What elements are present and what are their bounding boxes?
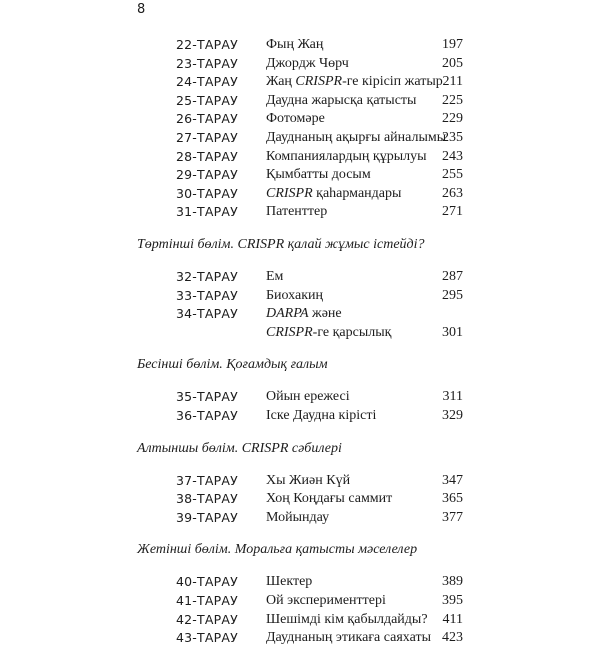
toc-entry[interactable] [0, 592, 600, 610]
chapter-label: 38-ТАРАУ [176, 491, 238, 507]
toc-entry[interactable] [0, 92, 600, 110]
page-ref: 229 [442, 111, 463, 127]
page-ref: 395 [442, 593, 463, 608]
chapter-label: 33-ТАРАУ [176, 287, 238, 303]
toc-entry[interactable] [0, 110, 600, 128]
chapter-label: 43-ТАРАУ [176, 630, 238, 646]
page-ref: 211 [442, 74, 463, 90]
page-ref: 197 [442, 37, 463, 52]
chapter-title: Іске Даудна кірісті [266, 408, 377, 423]
section-heading: Алтыншы бөлім. CRISPR сәбилері [137, 440, 342, 456]
page-ref: 243 [442, 148, 463, 164]
chapter-label: 37-ТАРАУ [176, 472, 238, 488]
section-heading: Жетінші бөлім. Моральға қатысты мәселелер [137, 542, 418, 558]
chapter-label: 36-ТАРАУ [176, 408, 238, 423]
toc-entry[interactable] [0, 203, 600, 221]
italic-term: CRISPR [266, 185, 313, 201]
toc-entry[interactable] [0, 287, 600, 305]
page-ref: 389 [442, 574, 463, 590]
page-number: 8 [137, 2, 146, 17]
page-ref: 311 [442, 389, 463, 405]
chapter-label: 40-ТАРАУ [176, 574, 238, 590]
toc-entry[interactable] [0, 129, 600, 147]
section-heading: Бесінші бөлім. Қоғамдық ғалым [137, 357, 328, 373]
chapter-title: Компаниялардың құрылуы [266, 148, 427, 164]
chapter-title: Хоң Коңдағы саммит [266, 491, 393, 507]
chapter-label: 27-ТАРАУ [176, 130, 238, 145]
toc-entry[interactable] [0, 629, 600, 647]
chapter-label: 28-ТАРАУ [176, 148, 238, 164]
chapter-title: Ой эксперименттері [266, 593, 386, 608]
chapter-title: Фотомәре [266, 111, 325, 127]
chapter-label: 42-ТАРАУ [176, 611, 238, 627]
toc-entry[interactable] [0, 611, 600, 629]
chapter-title: Қымбатты досым [266, 167, 371, 183]
page-ref: 329 [442, 408, 463, 423]
toc-entry[interactable] [0, 407, 600, 425]
page-ref: 225 [442, 92, 463, 108]
chapter-title: CRISPR-ге қарсылық [266, 324, 392, 340]
page-ref: 295 [442, 287, 463, 303]
page-ref: 301 [442, 324, 463, 340]
chapter-title: Жаң CRISPR-ге кірісіп жатыр [266, 74, 443, 90]
page-ref: 287 [442, 269, 463, 284]
chapter-title: CRISPR қаһармандары [266, 185, 402, 201]
chapter-label: 26-ТАРАУ [176, 111, 238, 127]
chapter-title: Патенттер [266, 204, 328, 220]
page-ref: 411 [442, 611, 463, 627]
chapter-label: 39-ТАРАУ [176, 509, 238, 525]
italic-term: CRISPR [295, 74, 343, 90]
chapter-title: Шектер [266, 574, 313, 590]
page-ref: 365 [442, 491, 463, 507]
chapter-title: Дауднаның этикаға саяхаты [266, 630, 431, 646]
chapter-title: Мойындау [266, 509, 330, 525]
chapter-title: DARPA және [266, 306, 342, 322]
chapter-title: Даудна жарысқа қатысты [266, 92, 417, 108]
italic-term: DARPA [266, 306, 309, 322]
chapter-label: 34-ТАРАУ [176, 306, 238, 322]
chapter-title: Биохакиң [266, 287, 323, 303]
page-ref: 255 [442, 167, 463, 183]
page-ref: 347 [442, 472, 463, 488]
chapter-label: 25-ТАРАУ [176, 92, 238, 108]
chapter-label: 35-ТАРАУ [176, 389, 238, 405]
page-ref: 263 [442, 185, 463, 201]
chapter-label: 32-ТАРАУ [176, 269, 238, 284]
page-ref: 423 [442, 630, 463, 646]
toc-entry[interactable] [0, 472, 600, 490]
toc-entry[interactable] [0, 305, 600, 323]
italic-term: CRISPR [266, 324, 313, 340]
chapter-title: Ойын ережесі [266, 389, 350, 405]
chapter-label: 22-ТАРАУ [176, 37, 238, 52]
chapter-label: 23-ТАРАУ [176, 55, 238, 71]
toc-entry[interactable] [0, 388, 600, 406]
toc-entry[interactable] [0, 73, 600, 91]
toc-entry[interactable] [0, 268, 600, 286]
chapter-title: Ем [266, 269, 284, 284]
chapter-label: 41-ТАРАУ [176, 593, 238, 608]
page-ref: 271 [442, 204, 463, 220]
chapter-title: Фың Жаң [266, 37, 324, 52]
toc-entry[interactable] [0, 324, 600, 342]
toc-entry[interactable] [0, 148, 600, 166]
chapter-title: Дауднаның ақырғы айналымы [266, 130, 447, 145]
toc-entry[interactable] [0, 573, 600, 591]
page-ref: 377 [442, 509, 463, 525]
toc-entry[interactable] [0, 509, 600, 527]
page-ref: 205 [442, 55, 463, 71]
toc-entry[interactable] [0, 55, 600, 73]
page-ref: 235 [442, 130, 463, 145]
chapter-label: 30-ТАРАУ [176, 185, 238, 201]
chapter-label: 31-ТАРАУ [176, 204, 238, 220]
chapter-title: Хы Жиән Күй [266, 472, 351, 488]
chapter-label: 29-ТАРАУ [176, 167, 238, 183]
chapter-title: Джордж Чөрч [266, 55, 349, 71]
toc-entry[interactable] [0, 490, 600, 508]
section-heading: Төртінші бөлім. CRISPR қалай жұмыс істейді? [137, 237, 425, 252]
chapter-title: Шешімді кім қабылдайды? [266, 611, 428, 627]
toc-entry[interactable] [0, 166, 600, 184]
toc-entry[interactable] [0, 36, 600, 54]
chapter-label: 24-ТАРАУ [176, 74, 238, 90]
toc-entry[interactable] [0, 185, 600, 203]
